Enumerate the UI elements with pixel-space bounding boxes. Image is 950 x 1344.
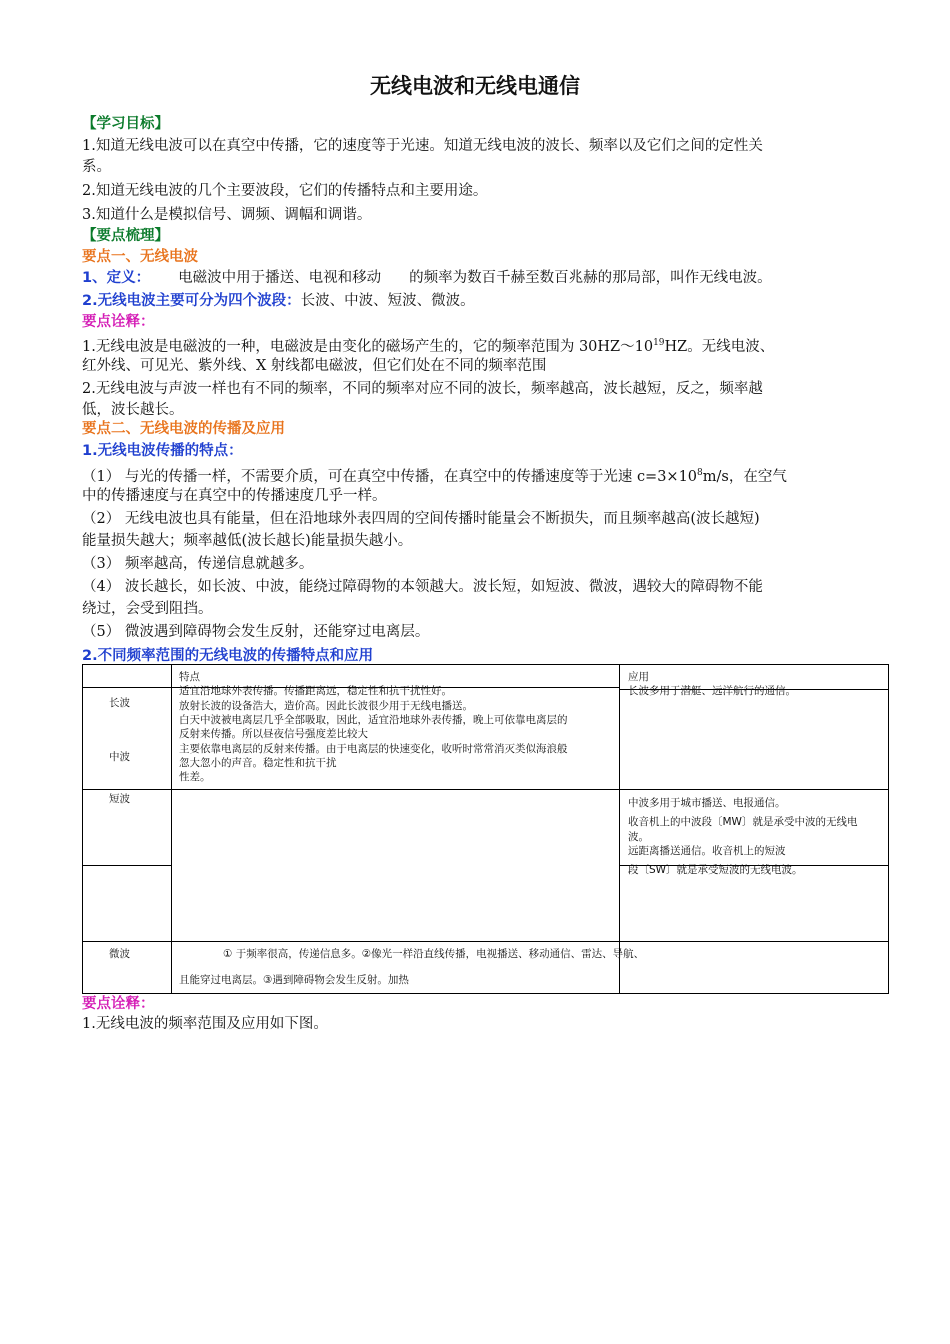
- feature2-line2: 能量损失越大；频率越低(波长越长)能量损失越小。: [82, 533, 413, 549]
- point2-sub1: 1.无线电波传播的特点：: [82, 443, 243, 459]
- note-heading-2: 要点诠释：: [82, 996, 155, 1012]
- use-mid-line: 中波多用于城市播送、电报通信。: [628, 797, 786, 809]
- table-divider: [83, 941, 888, 942]
- bands-label: 2.无线电波主要可分为四个波段：: [82, 293, 301, 309]
- feature5: （5） 微波遇到障碍物会发生反射，还能穿过电离层。: [82, 624, 430, 640]
- goal-line-3: 3.知道什么是模拟信号、调频、调幅和调谐。: [82, 207, 372, 223]
- table-header-use: 应用: [628, 671, 649, 683]
- micro-feature-line2: 且能穿过电离层。③遇到障碍物会发生反射。加热: [179, 974, 409, 986]
- feature4-line2: 绕过，会受到阻挡。: [82, 601, 213, 617]
- feature-line: 性差。: [179, 771, 211, 783]
- note2-line2: 低，波长越长。: [82, 402, 184, 418]
- outline-heading: 【要点梳理】: [82, 228, 169, 244]
- feature1-text-b: m/s，在空气: [702, 468, 787, 485]
- feature4-line1: （4） 波长越长，如长波、中波，能绕过障碍物的本领越大。波长短，如短波、微波，遇较大的障碍物不能: [82, 579, 763, 595]
- use-short-line: 段〔SW〕就是承受短波的无线电波。: [628, 864, 803, 876]
- feature-line: 主要依靠电离层的反射来传播。由于电离层的快速变化，收听时常常消灭类似海浪般: [179, 743, 568, 755]
- note1-text-b: HZ。无线电波、: [664, 338, 775, 355]
- feature1-superscript: 8: [697, 468, 703, 478]
- tail-note-text: 1.无线电波的频率范围及应用如下图。: [82, 1016, 328, 1032]
- table-divider: [171, 665, 172, 993]
- definition-line: [82, 267, 872, 289]
- micro-feature-line1: ① 于频率很高，传递信息多。②像光一样沿直线传播，电视播送、移动通信、雷达、导航、: [223, 948, 645, 960]
- bands-line: [82, 290, 872, 312]
- table-divider: [83, 865, 171, 866]
- feature2-line1: （2） 无线电波也具有能量，但在沿地球外表四周的空间传播时能量会不断损失，而且频率越高(波长越短): [82, 511, 760, 527]
- feature1-line2: 中的传播速度与在真空中的传播速度几乎一样。: [82, 488, 387, 504]
- bands-text: 长波、中波、短波、微波。: [300, 293, 475, 309]
- definition-text-a: 电磁波中用于播送、电视和移动: [178, 270, 382, 286]
- use-mid-line: 收音机上的中波段〔MW〕就是承受中波的无线电: [628, 816, 858, 828]
- note1-line2: 红外线、可见光、紫外线、X 射线都电磁波，但它们处在不同的频率范围: [82, 358, 547, 374]
- feature-line: 适宜沿地球外表传播。传播距离远，稳定性和抗干扰性好。: [179, 685, 452, 697]
- definition-text-b: 的频率为数百千赫至数百兆赫的那局部，叫作无线电波。: [409, 270, 772, 286]
- band-long: 长波: [109, 697, 130, 709]
- definition-label: 1、定义：: [82, 270, 151, 286]
- note2-line1: 2.无线电波与声波一样也有不同的频率，不同的频率对应不同的波长，频率越高，波长越短，反之，频率越: [82, 381, 763, 397]
- feature-line: 放射长波的设备浩大，造价高。因此长波很少用于无线电播送。: [179, 700, 473, 712]
- feature1-line1: [82, 462, 872, 488]
- table-divider: [619, 665, 620, 993]
- feature1-text-a: （1） 与光的传播一样，不需要介质，可在真空中传播，在真空中的传播速度等于光速 c=3×10: [82, 468, 698, 485]
- use-mid-line: 波。: [628, 831, 649, 843]
- band-medium: 中波: [109, 751, 130, 763]
- feature-line: 忽大忽小的声音。稳定性和抗干扰: [179, 757, 337, 769]
- point2-sub2: 2.不同频率范围的无线电波的传播特点和应用: [82, 648, 374, 664]
- goal-line-1: 1.知道无线电波可以在真空中传播，它的速度等于光速。知道无线电波的波长、频率以及它们之间的定性关: [82, 138, 763, 154]
- point2-heading: 要点二、无线电波的传播及应用: [82, 421, 285, 437]
- table-divider: [83, 789, 888, 790]
- feature-line: 白天中波被电离层几乎全部吸取，因此，适宜沿地球外表传播，晚上可依靠电离层的: [179, 714, 568, 726]
- table-header-feature: 特点: [179, 671, 200, 683]
- note-heading-1: 要点诠释：: [82, 314, 155, 330]
- goal-line-2: 2.知道无线电波的几个主要波段，它们的传播特点和主要用途。: [82, 183, 488, 199]
- feature3: （3） 频率越高，传递信息就越多。: [82, 556, 314, 572]
- use-long: 长波多用于潜艇、远洋航行的通信。: [628, 685, 796, 697]
- page-title: 无线电波和无线电通信: [370, 74, 580, 98]
- use-short-line: 远距离播送通信。收音机上的短波: [628, 845, 786, 857]
- note1-text-a: 1.无线电波是电磁波的一种，电磁波是由变化的磁场产生的，它的频率范围为 30HZ～10: [82, 338, 654, 355]
- band-micro: 微波: [109, 948, 130, 960]
- feature-line: 反射来传播。所以昼夜信号强度差比较大: [179, 728, 368, 740]
- goals-heading: 【学习目标】: [82, 116, 169, 132]
- band-table: [82, 664, 889, 994]
- point1-heading: 要点一、无线电波: [82, 249, 198, 265]
- note1-superscript: 19: [653, 338, 665, 348]
- note1-line1: [82, 332, 872, 358]
- band-short: 短波: [109, 793, 130, 805]
- goal-line-1-cont: 系。: [82, 159, 111, 175]
